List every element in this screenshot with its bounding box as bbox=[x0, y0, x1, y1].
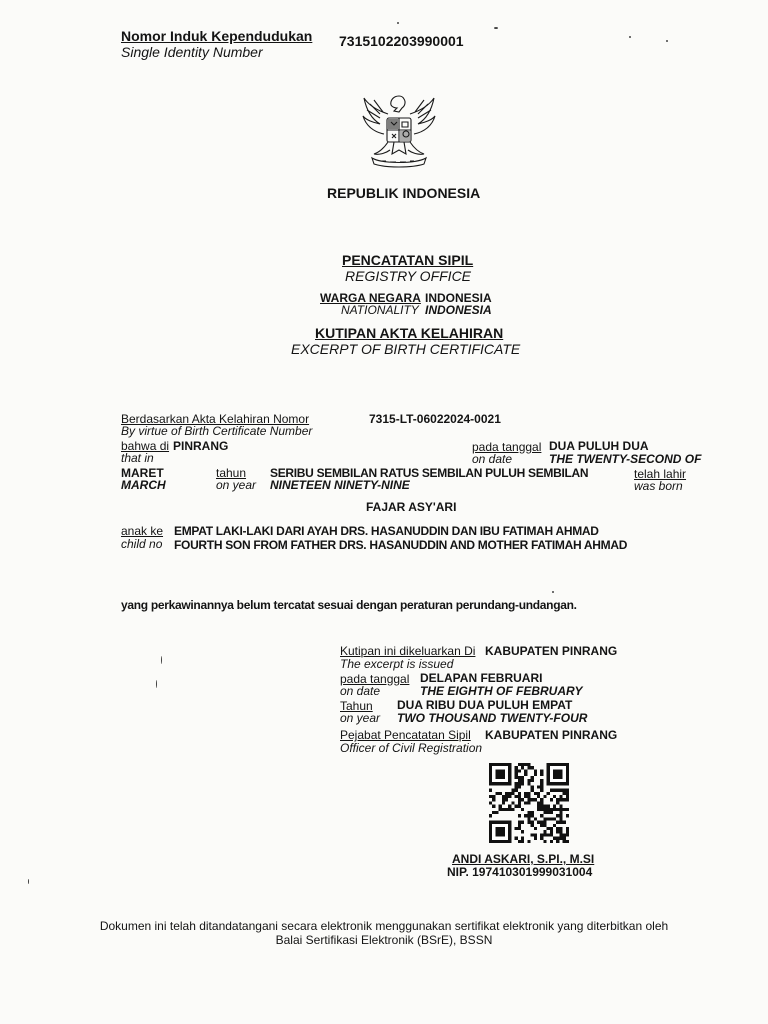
qr-module bbox=[543, 824, 546, 827]
qr-module bbox=[524, 795, 527, 798]
qr-module bbox=[518, 801, 521, 804]
qr-module bbox=[495, 811, 498, 814]
qr-module bbox=[508, 805, 511, 808]
cert-number-label: Berdasarkan Akta Kelahiran Nomor bbox=[121, 412, 310, 426]
birth-year-label-en: on year bbox=[216, 478, 257, 492]
qr-module bbox=[518, 814, 521, 817]
place-label-en: that in bbox=[121, 451, 154, 465]
qr-module bbox=[550, 811, 553, 814]
qr-module bbox=[537, 808, 540, 811]
qr-module bbox=[566, 833, 569, 836]
scan-speck bbox=[161, 656, 162, 664]
qr-module bbox=[559, 833, 562, 836]
scan-speck bbox=[397, 22, 399, 24]
qr-module bbox=[521, 821, 524, 824]
qr-module bbox=[540, 824, 543, 827]
qr-module bbox=[524, 769, 527, 772]
qr-module bbox=[556, 798, 559, 801]
qr-module bbox=[515, 773, 518, 776]
qr-module bbox=[566, 795, 569, 798]
qr-module bbox=[511, 808, 514, 811]
qr-module bbox=[515, 785, 518, 788]
qr-module bbox=[543, 817, 546, 820]
qr-module bbox=[537, 805, 540, 808]
qr-module bbox=[547, 833, 550, 836]
qr-module bbox=[499, 792, 502, 795]
qr-module bbox=[553, 805, 556, 808]
qr-module bbox=[553, 789, 556, 792]
qr-module bbox=[505, 792, 508, 795]
qr-module bbox=[550, 833, 553, 836]
issue-date-value-en: THE EIGHTH OF FEBRUARY bbox=[420, 684, 583, 698]
qr-module bbox=[543, 811, 546, 814]
qr-module bbox=[553, 808, 556, 811]
qr-module bbox=[531, 798, 534, 801]
cert-number-label-en: By virtue of Birth Certificate Number bbox=[121, 424, 313, 438]
qr-module bbox=[521, 840, 524, 843]
document-title-en: EXCERPT OF BIRTH CERTIFICATE bbox=[291, 341, 521, 357]
officer-value: KABUPATEN PINRANG bbox=[485, 728, 618, 742]
qr-module bbox=[556, 789, 559, 792]
scan-speck bbox=[494, 27, 498, 29]
nik-label-en: Single Identity Number bbox=[121, 44, 263, 60]
qr-module bbox=[531, 821, 534, 824]
qr-module bbox=[550, 840, 553, 843]
qr-module bbox=[527, 766, 530, 769]
qr-module bbox=[531, 776, 534, 779]
birth-day-value: DUA PULUH DUA bbox=[549, 439, 649, 453]
qr-module bbox=[550, 798, 553, 801]
qr-module bbox=[511, 801, 514, 804]
marriage-note: yang perkawinannya belum tercatat sesuai dengan peraturan perundang-undangan. bbox=[121, 598, 577, 612]
qr-module bbox=[559, 808, 562, 811]
qr-module bbox=[531, 766, 534, 769]
qr-module bbox=[524, 773, 527, 776]
issue-year-label: Tahun bbox=[340, 699, 373, 713]
footer-line-1: Dokumen ini telah ditandatangani secara elektronik menggunakan sertifikat elektronik yang diterbitkan oleh bbox=[99, 919, 669, 933]
qr-module bbox=[534, 827, 537, 830]
qr-module bbox=[563, 792, 566, 795]
scan-speck bbox=[666, 40, 668, 42]
qr-module bbox=[534, 792, 537, 795]
qr-module bbox=[553, 837, 556, 840]
scan-speck bbox=[156, 680, 157, 688]
qr-module bbox=[527, 840, 530, 843]
nationality-label-en: NATIONALITY bbox=[341, 303, 419, 317]
qr-module bbox=[521, 766, 524, 769]
qr-module bbox=[550, 830, 553, 833]
qr-module bbox=[563, 833, 566, 836]
qr-module bbox=[531, 833, 534, 836]
signer-nip: NIP. 197410301999031004 bbox=[447, 865, 593, 879]
qr-module bbox=[559, 805, 562, 808]
qr-module bbox=[553, 795, 556, 798]
qr-module bbox=[566, 792, 569, 795]
qr-module bbox=[515, 769, 518, 772]
qr-module bbox=[521, 776, 524, 779]
issue-year-value-en: TWO THOUSAND TWENTY-FOUR bbox=[397, 711, 588, 725]
child-order-value-en: FOURTH SON FROM FATHER DRS. HASANUDDIN AND MOTHER FATIMAH AHMAD bbox=[174, 538, 628, 552]
document-title: KUTIPAN AKTA KELAHIRAN bbox=[315, 325, 504, 341]
qr-module bbox=[559, 798, 562, 801]
scan-speck bbox=[28, 879, 29, 884]
footer-line-2: Balai Sertifikasi Elektronik (BSrE), BSSN bbox=[275, 933, 493, 947]
qr-module bbox=[540, 785, 543, 788]
qr-module bbox=[543, 805, 546, 808]
qr-module bbox=[527, 811, 530, 814]
qr-module bbox=[563, 789, 566, 792]
birth-year-value: SERIBU SEMBILAN RATUS SEMBILAN PULUH SEMBILAN bbox=[270, 466, 589, 480]
qr-module bbox=[556, 827, 559, 830]
nik-value: 7315102203990001 bbox=[339, 33, 464, 49]
born-label-en: was born bbox=[634, 479, 683, 493]
qr-module bbox=[499, 805, 502, 808]
qr-module bbox=[489, 795, 492, 798]
qr-module bbox=[553, 824, 556, 827]
qr-module bbox=[550, 789, 553, 792]
qr-module bbox=[559, 830, 562, 833]
qr-module bbox=[537, 792, 540, 795]
qr-module bbox=[521, 782, 524, 785]
qr-module bbox=[508, 792, 511, 795]
birth-year-label: tahun bbox=[216, 466, 247, 480]
qr-module bbox=[492, 798, 495, 801]
qr-module bbox=[527, 801, 530, 804]
nationality-value: INDONESIA bbox=[425, 291, 492, 305]
qr-module bbox=[508, 808, 511, 811]
qr-module bbox=[518, 824, 521, 827]
qr-code-icon[interactable] bbox=[489, 763, 569, 843]
qr-module bbox=[566, 840, 569, 843]
qr-module bbox=[502, 795, 505, 798]
qr-module bbox=[518, 763, 521, 766]
qr-finder bbox=[553, 769, 563, 779]
qr-module bbox=[534, 773, 537, 776]
place-label: bahwa di bbox=[121, 439, 170, 453]
qr-module bbox=[495, 792, 498, 795]
qr-module bbox=[537, 801, 540, 804]
qr-module bbox=[502, 798, 505, 801]
qr-module bbox=[524, 814, 527, 817]
qr-module bbox=[566, 798, 569, 801]
issue-year-label-en: on year bbox=[340, 711, 381, 725]
qr-module bbox=[566, 789, 569, 792]
qr-finder bbox=[495, 827, 505, 837]
qr-module bbox=[518, 782, 521, 785]
qr-module bbox=[508, 795, 511, 798]
qr-module bbox=[563, 821, 566, 824]
qr-module bbox=[515, 837, 518, 840]
place-value: PINRANG bbox=[173, 439, 229, 453]
qr-module bbox=[553, 817, 556, 820]
qr-module bbox=[556, 840, 559, 843]
qr-module bbox=[534, 769, 537, 772]
officer-label: Pejabat Pencatatan Sipil bbox=[340, 728, 471, 742]
qr-module bbox=[518, 821, 521, 824]
qr-module bbox=[547, 805, 550, 808]
qr-module bbox=[537, 785, 540, 788]
qr-module bbox=[543, 821, 546, 824]
qr-module bbox=[559, 814, 562, 817]
qr-module bbox=[556, 837, 559, 840]
qr-module bbox=[559, 827, 562, 830]
birth-year-value-en: NINETEEN NINETY-NINE bbox=[270, 478, 410, 492]
qr-module bbox=[515, 782, 518, 785]
qr-module bbox=[521, 779, 524, 782]
qr-module bbox=[527, 817, 530, 820]
officer-label-en: Officer of Civil Registration bbox=[340, 741, 483, 755]
nationality-value-en: INDONESIA bbox=[425, 303, 492, 317]
qr-module bbox=[521, 798, 524, 801]
qr-module bbox=[540, 808, 543, 811]
qr-module bbox=[505, 808, 508, 811]
qr-module bbox=[534, 833, 537, 836]
qr-module bbox=[556, 821, 559, 824]
qr-module bbox=[540, 814, 543, 817]
qr-module bbox=[515, 827, 518, 830]
qr-module bbox=[534, 817, 537, 820]
qr-module bbox=[527, 779, 530, 782]
qr-module bbox=[566, 814, 569, 817]
qr-module bbox=[531, 814, 534, 817]
birth-date-label-en: on date bbox=[472, 452, 513, 466]
qr-module bbox=[540, 779, 543, 782]
qr-module bbox=[556, 830, 559, 833]
qr-module bbox=[518, 827, 521, 830]
issue-date-value: DELAPAN FEBRUARI bbox=[420, 671, 543, 685]
signer-name: ANDI ASKARI, S.PI., M.SI bbox=[452, 852, 595, 866]
qr-module bbox=[527, 763, 530, 766]
qr-module bbox=[515, 789, 518, 792]
qr-module bbox=[492, 811, 495, 814]
qr-module bbox=[515, 795, 518, 798]
qr-module bbox=[540, 769, 543, 772]
qr-module bbox=[527, 782, 530, 785]
qr-module bbox=[524, 792, 527, 795]
qr-module bbox=[489, 789, 492, 792]
qr-module bbox=[550, 827, 553, 830]
qr-module bbox=[518, 798, 521, 801]
child-order-value: EMPAT LAKI-LAKI DARI AYAH DRS. HASANUDDIN DAN IBU FATIMAH AHMAD bbox=[174, 524, 599, 538]
qr-module bbox=[537, 795, 540, 798]
garuda-emblem-icon bbox=[358, 92, 440, 174]
qr-module bbox=[543, 840, 546, 843]
qr-module bbox=[515, 805, 518, 808]
qr-module bbox=[540, 789, 543, 792]
birth-month-value: MARET bbox=[121, 466, 164, 480]
qr-module bbox=[521, 830, 524, 833]
qr-module bbox=[527, 798, 530, 801]
child-order-label-en: child no bbox=[121, 537, 163, 551]
qr-module bbox=[563, 798, 566, 801]
qr-module bbox=[547, 811, 550, 814]
qr-module bbox=[534, 837, 537, 840]
qr-module bbox=[492, 795, 495, 798]
qr-module bbox=[547, 808, 550, 811]
qr-module bbox=[566, 827, 569, 830]
issue-year-value: DUA RIBU DUA PULUH EMPAT bbox=[397, 698, 573, 712]
qr-module bbox=[521, 763, 524, 766]
qr-module bbox=[547, 827, 550, 830]
qr-module bbox=[489, 801, 492, 804]
qr-module bbox=[531, 824, 534, 827]
qr-module bbox=[502, 808, 505, 811]
office-title: PENCATATAN SIPIL bbox=[342, 252, 474, 268]
qr-module bbox=[540, 837, 543, 840]
country-title: REPUBLIK INDONESIA bbox=[327, 185, 481, 201]
qr-module bbox=[521, 837, 524, 840]
born-label: telah lahir bbox=[634, 467, 687, 481]
scan-speck bbox=[552, 591, 554, 593]
qr-module bbox=[511, 792, 514, 795]
qr-module bbox=[527, 795, 530, 798]
qr-module bbox=[540, 801, 543, 804]
qr-module bbox=[518, 805, 521, 808]
cert-number-value: 7315-LT-06022024-0021 bbox=[369, 412, 501, 426]
qr-module bbox=[531, 779, 534, 782]
qr-module bbox=[550, 817, 553, 820]
birth-date-label: pada tanggal bbox=[472, 440, 542, 454]
qr-module bbox=[534, 798, 537, 801]
birth-day-value-en: THE TWENTY-SECOND OF bbox=[549, 452, 702, 466]
qr-module bbox=[540, 782, 543, 785]
qr-module bbox=[499, 808, 502, 811]
qr-module bbox=[556, 814, 559, 817]
office-title-en: REGISTRY OFFICE bbox=[345, 268, 472, 284]
qr-module bbox=[518, 840, 521, 843]
qr-module bbox=[511, 789, 514, 792]
qr-module bbox=[515, 776, 518, 779]
qr-module bbox=[540, 773, 543, 776]
qr-module bbox=[527, 814, 530, 817]
nik-label: Nomor Induk Kependudukan bbox=[121, 28, 313, 44]
qr-module bbox=[527, 792, 530, 795]
qr-module bbox=[543, 795, 546, 798]
qr-module bbox=[563, 840, 566, 843]
qr-module bbox=[540, 805, 543, 808]
qr-module bbox=[524, 763, 527, 766]
issued-label: Kutipan ini dikeluarkan Di bbox=[340, 644, 476, 658]
qr-module bbox=[563, 808, 566, 811]
issued-label-en: The excerpt is issued bbox=[340, 657, 454, 671]
qr-module bbox=[566, 830, 569, 833]
qr-module bbox=[505, 795, 508, 798]
qr-finder bbox=[495, 769, 505, 779]
qr-module bbox=[556, 808, 559, 811]
qr-module bbox=[559, 821, 562, 824]
qr-module bbox=[515, 766, 518, 769]
qr-module bbox=[492, 805, 495, 808]
issue-date-label: pada tanggal bbox=[340, 672, 410, 686]
birth-month-value-en: MARCH bbox=[121, 478, 166, 492]
nationality-label: WARGA NEGARA bbox=[320, 291, 421, 305]
child-name: FAJAR ASY'ARI bbox=[366, 500, 457, 514]
qr-module bbox=[489, 814, 492, 817]
qr-module bbox=[518, 769, 521, 772]
issued-value: KABUPATEN PINRANG bbox=[485, 644, 618, 658]
qr-module bbox=[518, 792, 521, 795]
qr-module bbox=[547, 817, 550, 820]
qr-module bbox=[502, 801, 505, 804]
qr-module bbox=[559, 795, 562, 798]
qr-module bbox=[556, 801, 559, 804]
qr-module bbox=[524, 801, 527, 804]
qr-module bbox=[518, 776, 521, 779]
qr-module bbox=[521, 808, 524, 811]
qr-module bbox=[505, 798, 508, 801]
qr-module bbox=[550, 808, 553, 811]
qr-module bbox=[559, 789, 562, 792]
qr-module bbox=[531, 785, 534, 788]
qr-module bbox=[540, 821, 543, 824]
qr-module bbox=[559, 811, 562, 814]
qr-module bbox=[518, 795, 521, 798]
qr-module bbox=[543, 830, 546, 833]
qr-module bbox=[559, 837, 562, 840]
qr-module bbox=[563, 837, 566, 840]
qr-module bbox=[547, 792, 550, 795]
child-order-label: anak ke bbox=[121, 524, 164, 538]
qr-module bbox=[527, 821, 530, 824]
qr-module bbox=[566, 808, 569, 811]
qr-module bbox=[543, 833, 546, 836]
scan-speck bbox=[629, 36, 631, 38]
qr-module bbox=[540, 833, 543, 836]
qr-module bbox=[543, 808, 546, 811]
issue-date-label-en: on date bbox=[340, 684, 381, 698]
qr-module bbox=[531, 789, 534, 792]
qr-module bbox=[518, 785, 521, 788]
qr-module bbox=[537, 821, 540, 824]
qr-module bbox=[540, 798, 543, 801]
qr-module bbox=[518, 779, 521, 782]
qr-module bbox=[531, 811, 534, 814]
qr-module bbox=[559, 817, 562, 820]
